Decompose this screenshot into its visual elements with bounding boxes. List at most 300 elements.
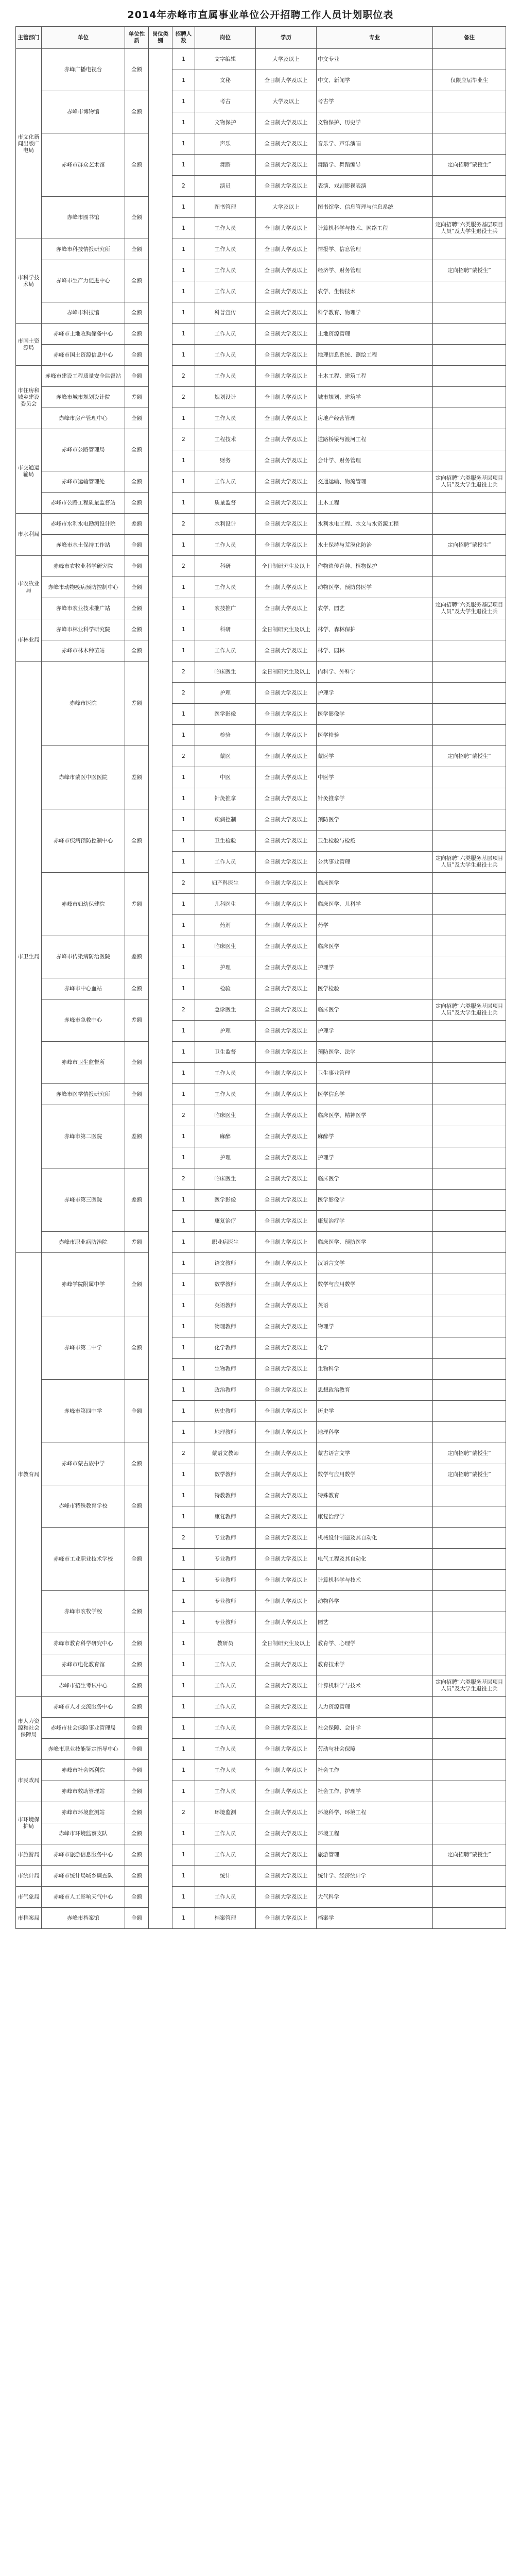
- nature-cell: 全额: [125, 408, 149, 429]
- education-cell: 全日制大学及以上: [256, 302, 317, 324]
- count-cell: 1: [172, 577, 195, 598]
- dept-cell: 市水利局: [16, 514, 42, 556]
- major-cell: 临床医学、预防医学: [317, 1232, 433, 1253]
- major-cell: 临床医学、精神医学: [317, 1105, 433, 1126]
- remark-cell: 定向招聘“六类服务基层项目人员”及大学生退役士兵: [433, 598, 506, 619]
- major-cell: 会计学、财务管理: [317, 450, 433, 471]
- unit-cell: 赤峰市蒙古族中学: [42, 1443, 125, 1485]
- nature-cell: 全额: [125, 1316, 149, 1380]
- position-cell: 临床医生: [195, 1168, 256, 1190]
- education-cell: 全日制大学及以上: [256, 809, 317, 831]
- count-cell: 1: [172, 1401, 195, 1422]
- table-row: [16, 577, 506, 598]
- table-row: [16, 1168, 506, 1190]
- remark-cell: [433, 1337, 506, 1359]
- position-cell: 科普宣传: [195, 302, 256, 324]
- count-cell: 1: [172, 1316, 195, 1337]
- nature-cell: 全额: [125, 1380, 149, 1443]
- nature-cell: 全额: [125, 197, 149, 239]
- major-cell: 公共事业管理: [317, 852, 433, 873]
- education-cell: 全日制大学及以上: [256, 873, 317, 894]
- position-cell: 工作人员: [195, 345, 256, 366]
- remark-cell: [433, 1549, 506, 1570]
- remark-cell: 定向招聘“蒙授生”: [433, 1464, 506, 1485]
- column-header: 备注: [433, 27, 506, 49]
- unit-cell: 赤峰市社会保险事业管理局: [42, 1718, 125, 1739]
- remark-cell: [433, 1295, 506, 1316]
- education-cell: 全日制大学及以上: [256, 281, 317, 302]
- table-row: [16, 1591, 506, 1612]
- education-cell: 全日制大学及以上: [256, 936, 317, 957]
- remark-cell: [433, 1084, 506, 1105]
- education-cell: 全日制大学及以上: [256, 1802, 317, 1823]
- remark-cell: [433, 1253, 506, 1274]
- major-cell: 麻醉学: [317, 1126, 433, 1147]
- major-cell: 中文、新闻学: [317, 70, 433, 91]
- education-cell: 大学及以上: [256, 197, 317, 218]
- count-cell: 2: [172, 1105, 195, 1126]
- count-cell: 1: [172, 640, 195, 662]
- count-cell: 1: [172, 112, 195, 133]
- major-cell: 音乐学、声乐演唱: [317, 133, 433, 155]
- education-cell: 全日制大学及以上: [256, 915, 317, 936]
- major-cell: 舞蹈学、舞蹈编导: [317, 155, 433, 176]
- page-title: 2014年赤峰市直属事业单位公开招聘工作人员计划职位表: [127, 9, 394, 21]
- position-cell: 物理教师: [195, 1316, 256, 1337]
- major-cell: 教育学、心理学: [317, 1633, 433, 1654]
- position-cell: 演员: [195, 176, 256, 197]
- remark-cell: 定向招聘“六类服务基层项目人员”及大学生退役士兵: [433, 1675, 506, 1697]
- remark-cell: [433, 112, 506, 133]
- column-header: 单位: [42, 27, 125, 49]
- count-cell: 2: [172, 683, 195, 704]
- position-cell: 工作人员: [195, 324, 256, 345]
- table-row: [16, 598, 506, 619]
- table-row: [16, 1105, 506, 1126]
- education-cell: 大学及以上: [256, 49, 317, 70]
- remark-cell: [433, 1211, 506, 1232]
- position-cell: 药剂: [195, 915, 256, 936]
- position-cell: 急诊医生: [195, 999, 256, 1021]
- count-cell: 2: [172, 366, 195, 387]
- position-cell: 卫生监督: [195, 1042, 256, 1063]
- major-cell: 生物科学: [317, 1359, 433, 1380]
- major-cell: 医学检验: [317, 978, 433, 999]
- remark-cell: 定向招聘“蒙授生”: [433, 1844, 506, 1866]
- unit-cell: 赤峰学院附属中学: [42, 1253, 125, 1316]
- table-row: [16, 1718, 506, 1739]
- position-cell: 数学教师: [195, 1274, 256, 1295]
- unit-cell: 赤峰市土地收购储备中心: [42, 324, 125, 345]
- education-cell: 全日制大学及以上: [256, 1380, 317, 1401]
- position-cell: 护理: [195, 1147, 256, 1168]
- remark-cell: 定向招聘“六类服务基层项目人员”及大学生退役士兵: [433, 471, 506, 493]
- major-cell: 动物科学: [317, 1591, 433, 1612]
- unit-cell: 赤峰市电化教育馆: [42, 1654, 125, 1675]
- position-cell: 中医: [195, 767, 256, 788]
- remark-cell: [433, 577, 506, 598]
- education-cell: 大学及以上: [256, 91, 317, 112]
- position-cell: 数学教师: [195, 1464, 256, 1485]
- unit-cell: 赤峰市社会福利院: [42, 1760, 125, 1781]
- education-cell: 全日制大学及以上: [256, 1422, 317, 1443]
- position-cell: 工作人员: [195, 1063, 256, 1084]
- nature-cell: 全额: [125, 1591, 149, 1633]
- unit-cell: 赤峰市卫生监督所: [42, 1042, 125, 1084]
- remark-cell: [433, 1866, 506, 1887]
- unit-cell: 赤峰市中心血站: [42, 978, 125, 999]
- count-cell: 1: [172, 1823, 195, 1844]
- education-cell: 全日制大学及以上: [256, 1126, 317, 1147]
- remark-cell: [433, 1528, 506, 1549]
- count-cell: 1: [172, 598, 195, 619]
- education-cell: 全日制大学及以上: [256, 493, 317, 514]
- count-cell: 1: [172, 809, 195, 831]
- position-cell: 工作人员: [195, 640, 256, 662]
- unit-cell: 赤峰市职业病防治院: [42, 1232, 125, 1253]
- nature-cell: 全额: [125, 1528, 149, 1591]
- count-cell: 1: [172, 831, 195, 852]
- major-cell: 蒙古语言文学: [317, 1443, 433, 1464]
- education-cell: 全日制大学及以上: [256, 1232, 317, 1253]
- position-cell: 工作人员: [195, 535, 256, 556]
- education-cell: 全日制研究生及以上: [256, 619, 317, 640]
- position-cell: 工作人员: [195, 471, 256, 493]
- count-cell: 1: [172, 1844, 195, 1866]
- education-cell: 全日制大学及以上: [256, 133, 317, 155]
- remark-cell: 定向招聘“蒙授生”: [433, 1443, 506, 1464]
- major-cell: 大气科学: [317, 1887, 433, 1908]
- unit-cell: 赤峰市博物馆: [42, 91, 125, 133]
- table-row: [16, 324, 506, 345]
- remark-cell: [433, 1147, 506, 1168]
- nature-cell: 全额: [125, 809, 149, 873]
- education-cell: 全日制大学及以上: [256, 429, 317, 450]
- major-cell: 临床医学: [317, 1168, 433, 1190]
- major-cell: 英语: [317, 1295, 433, 1316]
- remark-cell: [433, 1570, 506, 1591]
- education-cell: 全日制大学及以上: [256, 1654, 317, 1675]
- unit-cell: 赤峰市图书馆: [42, 197, 125, 239]
- count-cell: 1: [172, 1464, 195, 1485]
- unit-cell: 赤峰市城市规划设计院: [42, 387, 125, 408]
- remark-cell: [433, 1190, 506, 1211]
- position-cell: 工作人员: [195, 1887, 256, 1908]
- major-cell: 机械设计制造及其自动化: [317, 1528, 433, 1549]
- count-cell: 1: [172, 915, 195, 936]
- nature-cell: 全额: [125, 1253, 149, 1316]
- remark-cell: [433, 640, 506, 662]
- major-cell: 中文专业: [317, 49, 433, 70]
- remark-cell: [433, 1633, 506, 1654]
- major-cell: 劳动与社会保障: [317, 1739, 433, 1760]
- count-cell: 1: [172, 345, 195, 366]
- dept-cell: 市农牧业局: [16, 556, 42, 619]
- major-cell: 康复治疗学: [317, 1211, 433, 1232]
- count-cell: 1: [172, 1570, 195, 1591]
- remark-cell: [433, 1718, 506, 1739]
- count-cell: 2: [172, 176, 195, 197]
- remark-cell: [433, 725, 506, 746]
- major-cell: 医学信息学: [317, 1084, 433, 1105]
- unit-cell: 赤峰市疾病预防控制中心: [42, 809, 125, 873]
- nature-cell: 全额: [125, 345, 149, 366]
- table-row: [16, 1084, 506, 1105]
- remark-cell: [433, 767, 506, 788]
- major-cell: 科学教育、物理学: [317, 302, 433, 324]
- nature-cell: 全额: [125, 1654, 149, 1675]
- major-cell: 道路桥梁与渡河工程: [317, 429, 433, 450]
- nature-cell: 差额: [125, 746, 149, 809]
- count-cell: 1: [172, 1781, 195, 1802]
- position-cell: 专业教师: [195, 1528, 256, 1549]
- major-cell: 护理学: [317, 1147, 433, 1168]
- remark-cell: [433, 49, 506, 70]
- table-row: [16, 1633, 506, 1654]
- remark-cell: [433, 704, 506, 725]
- column-header: 学历: [256, 27, 317, 49]
- education-cell: 全日制大学及以上: [256, 176, 317, 197]
- education-cell: 全日制大学及以上: [256, 767, 317, 788]
- table-row: [16, 1485, 506, 1506]
- remark-cell: [433, 1422, 506, 1443]
- education-cell: 全日制大学及以上: [256, 1168, 317, 1190]
- position-cell: 专业教师: [195, 1549, 256, 1570]
- position-cell: 水利设计: [195, 514, 256, 535]
- education-cell: 全日制大学及以上: [256, 1274, 317, 1295]
- count-cell: 1: [172, 197, 195, 218]
- position-cell: 检验: [195, 725, 256, 746]
- nature-cell: 全额: [125, 366, 149, 387]
- major-cell: 护理学: [317, 1021, 433, 1042]
- position-cell: 财务: [195, 450, 256, 471]
- position-cell: 声乐: [195, 133, 256, 155]
- unit-cell: 赤峰市建设工程质量安全监督站: [42, 366, 125, 387]
- major-cell: 考古学: [317, 91, 433, 112]
- remark-cell: [433, 1739, 506, 1760]
- position-cell: 临床医生: [195, 936, 256, 957]
- position-cell: 护理: [195, 957, 256, 978]
- unit-cell: 赤峰市医院: [42, 662, 125, 746]
- table-row: [16, 873, 506, 894]
- table-row: [16, 91, 506, 112]
- remark-cell: [433, 1042, 506, 1063]
- major-cell: 林学、森林保护: [317, 619, 433, 640]
- major-cell: 社会工作、护理学: [317, 1781, 433, 1802]
- position-cell: 科研: [195, 556, 256, 577]
- remark-cell: [433, 1063, 506, 1084]
- education-cell: 全日制大学及以上: [256, 1570, 317, 1591]
- education-cell: 全日制大学及以上: [256, 746, 317, 767]
- unit-cell: 赤峰市第四中学: [42, 1380, 125, 1443]
- count-cell: 1: [172, 725, 195, 746]
- table-row: [16, 366, 506, 387]
- remark-cell: [433, 450, 506, 471]
- count-cell: 2: [172, 662, 195, 683]
- count-cell: 1: [172, 1506, 195, 1528]
- unit-cell: 赤峰市农业技术推广站: [42, 598, 125, 619]
- unit-cell: 赤峰市教育科学研究中心: [42, 1633, 125, 1654]
- remark-cell: [433, 1126, 506, 1147]
- education-cell: 全日制大学及以上: [256, 1147, 317, 1168]
- count-cell: 2: [172, 1168, 195, 1190]
- count-cell: 1: [172, 1063, 195, 1084]
- education-cell: 全日制大学及以上: [256, 1316, 317, 1337]
- major-cell: 作物遗传育种、植物保护: [317, 556, 433, 577]
- major-cell: 农学、生物技术: [317, 281, 433, 302]
- dept-cell: 市科学技术局: [16, 239, 42, 324]
- remark-cell: [433, 619, 506, 640]
- position-cell: 工作人员: [195, 1760, 256, 1781]
- major-cell: 临床医学: [317, 936, 433, 957]
- position-cell: 历史教师: [195, 1401, 256, 1422]
- remark-cell: [433, 324, 506, 345]
- position-cell: 档案管理: [195, 1908, 256, 1929]
- education-cell: 全日制大学及以上: [256, 1718, 317, 1739]
- nature-cell: 差额: [125, 936, 149, 978]
- count-cell: 1: [172, 936, 195, 957]
- recruitment-table: [15, 26, 506, 1929]
- table-row: [16, 662, 506, 683]
- count-cell: 1: [172, 1147, 195, 1168]
- count-cell: 1: [172, 767, 195, 788]
- major-cell: 文物保护、历史学: [317, 112, 433, 133]
- remark-cell: [433, 1401, 506, 1422]
- remark-cell: [433, 683, 506, 704]
- unit-cell: 赤峰市蒙医中医医院: [42, 746, 125, 809]
- column-header: 岗位类别: [149, 27, 172, 49]
- position-cell: 护理: [195, 1021, 256, 1042]
- education-cell: 全日制大学及以上: [256, 1739, 317, 1760]
- remark-cell: 定向招聘“六类服务基层项目人员”及大学生退役士兵: [433, 999, 506, 1021]
- education-cell: 全日制大学及以上: [256, 70, 317, 91]
- position-cell: 专业教师: [195, 1591, 256, 1612]
- remark-cell: [433, 1021, 506, 1042]
- count-cell: 1: [172, 1887, 195, 1908]
- unit-cell: 赤峰市林业科学研究院: [42, 619, 125, 640]
- nature-cell: 差额: [125, 999, 149, 1042]
- position-cell: 疾病控制: [195, 809, 256, 831]
- nature-cell: 全额: [125, 598, 149, 619]
- education-cell: 全日制大学及以上: [256, 1359, 317, 1380]
- major-cell: 教育技术学: [317, 1654, 433, 1675]
- position-cell: 儿科医生: [195, 894, 256, 915]
- position-cell: 康复教师: [195, 1506, 256, 1528]
- remark-cell: [433, 345, 506, 366]
- position-cell: 文物保护: [195, 112, 256, 133]
- nature-cell: 全额: [125, 619, 149, 640]
- dept-cell: 市卫生局: [16, 662, 42, 1253]
- education-cell: 全日制大学及以上: [256, 1844, 317, 1866]
- remark-cell: [433, 1760, 506, 1781]
- remark-cell: [433, 514, 506, 535]
- major-cell: 护理学: [317, 957, 433, 978]
- position-cell: 化学教师: [195, 1337, 256, 1359]
- dept-cell: 市文化新闻出版广电局: [16, 49, 42, 239]
- position-cell: 康复治疗: [195, 1211, 256, 1232]
- nature-cell: 全额: [125, 133, 149, 197]
- major-cell: 土木工程: [317, 493, 433, 514]
- count-cell: 1: [172, 49, 195, 70]
- table-row: [16, 640, 506, 662]
- unit-cell: 赤峰市动物疫病预防控制中心: [42, 577, 125, 598]
- position-cell: 政治教师: [195, 1380, 256, 1401]
- unit-cell: 赤峰市林木种苗站: [42, 640, 125, 662]
- remark-cell: [433, 387, 506, 408]
- major-cell: 医学影像学: [317, 1190, 433, 1211]
- remark-cell: 定向招聘“六类服务基层项目人员”及大学生退役士兵: [433, 218, 506, 239]
- column-header: 主管部门: [16, 27, 42, 49]
- count-cell: 1: [172, 535, 195, 556]
- position-cell: 工作人员: [195, 366, 256, 387]
- table-row: [16, 49, 506, 70]
- unit-cell: 赤峰市传染病防治医院: [42, 936, 125, 978]
- count-cell: 1: [172, 852, 195, 873]
- education-cell: 全日制大学及以上: [256, 1105, 317, 1126]
- education-cell: 全日制大学及以上: [256, 1021, 317, 1042]
- remark-cell: [433, 239, 506, 260]
- education-cell: 全日制大学及以上: [256, 1549, 317, 1570]
- major-cell: 临床医学: [317, 873, 433, 894]
- unit-cell: 赤峰市水土保持工作站: [42, 535, 125, 556]
- table-row: [16, 197, 506, 218]
- major-cell: 思想政治教育: [317, 1380, 433, 1401]
- count-cell: 1: [172, 1633, 195, 1654]
- position-cell: 工作人员: [195, 577, 256, 598]
- table-row: [16, 1675, 506, 1697]
- nature-cell: 全额: [125, 1084, 149, 1105]
- nature-cell: 全额: [125, 1802, 149, 1823]
- table-row: [16, 1697, 506, 1718]
- education-cell: 全日制大学及以上: [256, 1464, 317, 1485]
- education-cell: 全日制大学及以上: [256, 725, 317, 746]
- position-cell: 工作人员: [195, 1654, 256, 1675]
- major-cell: 康复治疗学: [317, 1506, 433, 1528]
- nature-cell: 全额: [125, 471, 149, 493]
- education-cell: 全日制大学及以上: [256, 1866, 317, 1887]
- major-cell: 社会保障、会计学: [317, 1718, 433, 1739]
- education-cell: 全日制大学及以上: [256, 957, 317, 978]
- dept-cell: 市林业局: [16, 619, 42, 662]
- major-cell: 数学与应用数学: [317, 1464, 433, 1485]
- major-cell: 土木工程、建筑工程: [317, 366, 433, 387]
- education-cell: 全日制大学及以上: [256, 1253, 317, 1274]
- remark-cell: [433, 1612, 506, 1633]
- table-row: [16, 809, 506, 831]
- nature-cell: 差额: [125, 387, 149, 408]
- count-cell: 1: [172, 1126, 195, 1147]
- education-cell: 全日制大学及以上: [256, 155, 317, 176]
- count-cell: 2: [172, 746, 195, 767]
- position-cell: 教研员: [195, 1633, 256, 1654]
- unit-cell: 赤峰市国土资源信息中心: [42, 345, 125, 366]
- education-cell: 全日制大学及以上: [256, 1295, 317, 1316]
- unit-cell: 赤峰市公路工程质量监督站: [42, 493, 125, 514]
- category-cell: [149, 49, 172, 1929]
- dept-cell: 市住房和城乡建设委员会: [16, 366, 42, 429]
- position-cell: 医学影像: [195, 1190, 256, 1211]
- major-cell: 临床医学: [317, 999, 433, 1021]
- education-cell: 全日制大学及以上: [256, 1443, 317, 1464]
- remark-cell: [433, 957, 506, 978]
- education-cell: 全日制大学及以上: [256, 1887, 317, 1908]
- education-cell: 全日制大学及以上: [256, 1337, 317, 1359]
- major-cell: 特殊教育: [317, 1485, 433, 1506]
- nature-cell: 差额: [125, 1232, 149, 1253]
- position-cell: 工作人员: [195, 1823, 256, 1844]
- remark-cell: [433, 1316, 506, 1337]
- remark-cell: [433, 408, 506, 429]
